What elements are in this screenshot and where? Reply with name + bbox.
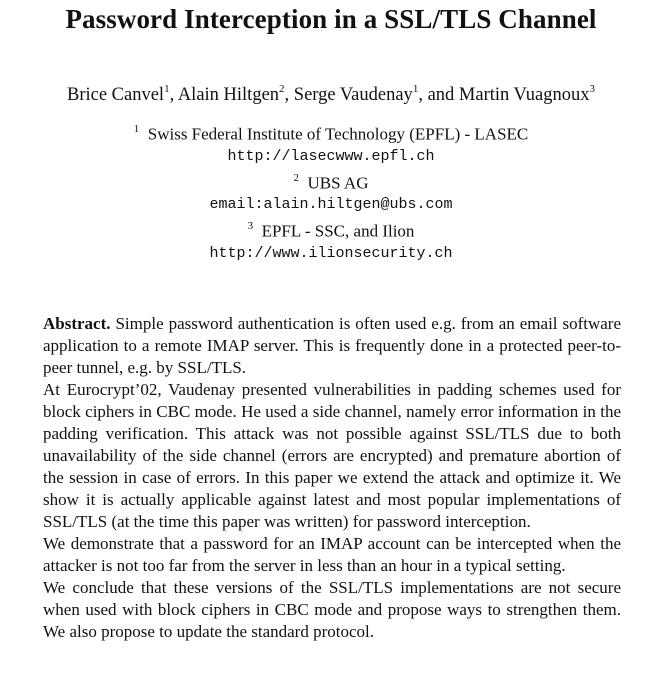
affiliation-url[interactable]: http://www.ilionsecurity.ch: [209, 244, 453, 262]
author-list: [0, 76, 662, 109]
author-name: Brice Canvel: [66, 85, 165, 106]
affiliation-name: UBS AG: [307, 173, 369, 193]
affiliation-email[interactable]: email:alain.hiltgen@ubs.com: [209, 196, 453, 214]
author-affiliation-mark: 3: [589, 83, 596, 95]
affiliation-number: 2: [293, 171, 300, 184]
author-name: Serge Vaudenay: [293, 85, 413, 106]
abstract-paragraph: We conclude that these versions of the SSL/TLS implementations are not secure when used with block ciphers in CBC mode and propose ways to strengthen them. We also propose to update the standard protocol.: [43, 578, 621, 641]
author-name: Martin Vuagnoux: [458, 85, 590, 106]
affiliation-name: EPFL - SSC, and Ilion: [261, 221, 415, 241]
abstract-paragraph: We demonstrate that a password for an IMAP account can be intercepted when the attacker is not too far from the server in less than an hour in a typical setting.: [43, 534, 621, 575]
author-affiliation-mark: 1: [164, 83, 170, 95]
affiliation-url[interactable]: http://lasecwww.epfl.ch: [227, 147, 435, 165]
affiliation-1: [0, 119, 662, 146]
author-separator-last: , and: [418, 85, 459, 106]
abstract: [43, 313, 621, 643]
abstract-label: Abstract.: [43, 314, 111, 333]
author-affiliation-mark: 2: [279, 83, 285, 95]
abstract-paragraph: [43, 313, 621, 379]
affiliation-2: [0, 168, 662, 195]
abstract-paragraph: At Eurocrypt’02, Vaudenay presented vulnerabilities in padding schemes used for block ciphers in CBC mode. He used a side channel, namely error information in the padding verification. This attack was not possible against SSL/TLS due to both unavailability of the side channel (errors are encrypted) and premature abortion of the session in case of errors. In this paper we extend the attack and optimize it. We show it is actually applicable against latest and most popular implementations of SSL/TLS (at the time this paper was written) for password interception.: [43, 380, 621, 531]
author-separator: ,: [169, 85, 178, 106]
abstract-text: Simple password authentication is often used e.g. from an email software application to a remote IMAP server. This is frequently done in a protected peer-to-peer tunnel, e.g. by SSL/TLS.: [43, 314, 621, 377]
author-separator: ,: [284, 85, 294, 106]
affiliation-name: Swiss Federal Institute of Technology (EPFL) - LASEC: [147, 124, 529, 144]
affiliation-3: [0, 216, 662, 243]
paper-title: Password Interception in a SSL/TLS Channel: [65, 4, 597, 34]
author-name: Alain Hiltgen: [177, 85, 280, 106]
affiliation-block: [0, 119, 662, 265]
author-affiliation-mark: 1: [412, 83, 419, 95]
affiliation-number: 1: [133, 123, 140, 135]
affiliation-number: 3: [247, 220, 254, 233]
